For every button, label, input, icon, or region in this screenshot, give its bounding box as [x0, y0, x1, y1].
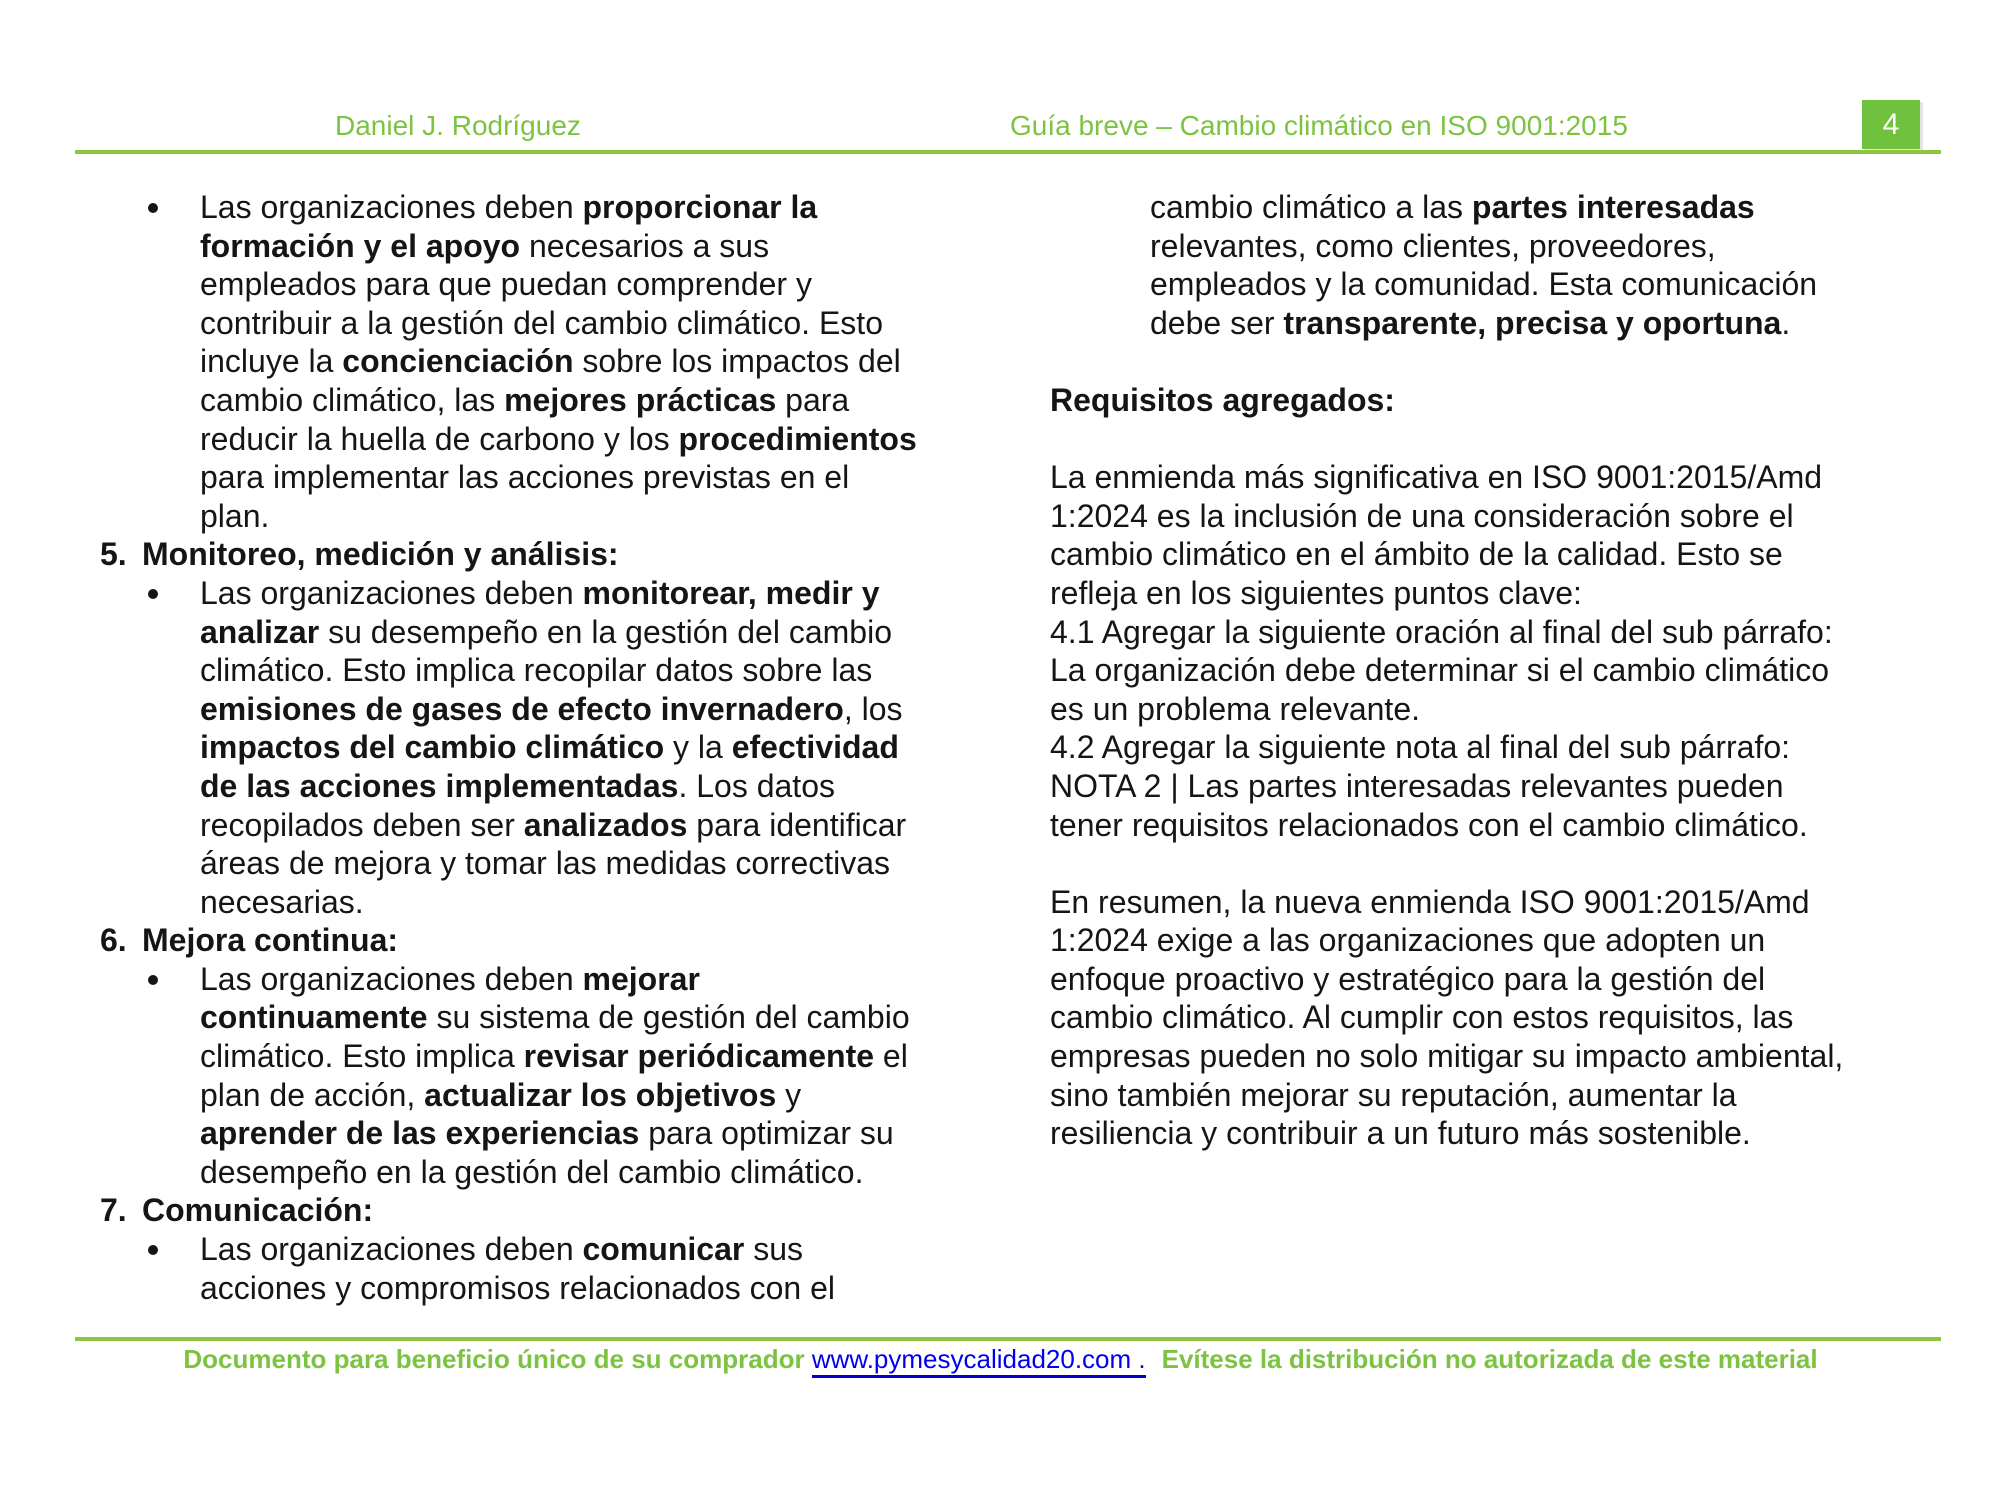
text-run: empleados y la comunidad. Esta comunicación: [1150, 266, 1818, 303]
text-line: [1050, 921, 1980, 960]
text-run: enfoque proactivo y estratégico para la gestión del: [1050, 960, 1766, 997]
text-run: formación y el apoyo: [200, 227, 521, 264]
text-run: impactos del cambio climático: [200, 729, 665, 766]
text-line: [200, 304, 1000, 343]
text-run: relevantes, como clientes, proveedores,: [1150, 227, 1716, 264]
text-run: climático. Esto implica recopilar datos sobre las: [200, 652, 873, 689]
left-column: [100, 188, 1000, 1307]
text-run: el: [874, 1038, 908, 1075]
text-run: analizados: [523, 806, 688, 843]
text-line: [1050, 960, 1980, 999]
text-run: 1:2024 es la inclusión de una consideración sobre el: [1050, 497, 1794, 534]
paragraph: [1050, 883, 1980, 1153]
bullet-item: [100, 188, 1000, 535]
right-column: [1050, 188, 1980, 1153]
text-run: contribuir a la gestión del cambio climático. Esto: [200, 304, 883, 341]
section-heading: [1050, 381, 1980, 420]
text-run: cambio climático en el ámbito de la calidad. Esto se: [1050, 536, 1783, 573]
blank-line: [1050, 420, 1980, 459]
text-line: [200, 613, 1000, 652]
text-run: proporcionar la: [582, 189, 818, 225]
footer-warning: Evítese la distribución no autorizada de este material: [1161, 1344, 1818, 1374]
text-line: [200, 728, 1000, 767]
blank-line: [1050, 342, 1980, 381]
text-line: [200, 1269, 1000, 1308]
bullet-item: [100, 574, 1000, 921]
text-line: [1050, 651, 1980, 690]
heading-number: 7.: [100, 1192, 127, 1229]
text-line: [1050, 767, 1980, 806]
text-run: plan de acción,: [200, 1076, 425, 1113]
text-run: emisiones de gases de efecto invernadero: [200, 690, 844, 727]
heading-text: Mejora continua:: [142, 922, 399, 959]
text-run: mejorar: [582, 960, 700, 997]
text-line: [1050, 806, 1980, 845]
text-run: Las organizaciones deben: [200, 574, 583, 611]
text-run: efectividad: [731, 729, 899, 766]
text-line: [200, 883, 1000, 922]
text-run: procedimientos: [678, 420, 917, 457]
text-run: su desempeño en la gestión del cambio: [319, 613, 892, 650]
text-run: 4.2 Agregar la siguiente nota al final del sub párrafo:: [1050, 729, 1791, 766]
text-run: comunicar: [582, 1231, 745, 1268]
paragraph: [1050, 188, 1980, 342]
text-run: , los: [843, 690, 903, 727]
text-line: [200, 420, 1000, 459]
text-line: [200, 227, 1000, 266]
text-run: La organización debe determinar si el cambio climático: [1050, 652, 1830, 689]
heading-number: 5.: [100, 536, 127, 573]
text-line: [200, 342, 1000, 381]
text-run: áreas de mejora y tomar las medidas correctivas: [200, 845, 891, 882]
bullet-item: [100, 1230, 1000, 1307]
text-line: [200, 767, 1000, 806]
section-heading: [100, 535, 1000, 574]
text-line: [1150, 227, 1980, 266]
text-line: [1050, 1076, 1980, 1115]
text-line: [1050, 535, 1980, 574]
text-run: sino también mejorar su reputación, aumentar la: [1050, 1076, 1737, 1113]
text-line: [200, 1153, 1000, 1192]
text-line: [200, 1076, 1000, 1115]
text-line: [1050, 613, 1980, 652]
text-line: [1050, 998, 1980, 1037]
header-rule: [75, 150, 1941, 154]
text-run: 1:2024 exige a las organizaciones que adopten un: [1050, 922, 1766, 959]
text-line: [200, 497, 1000, 536]
text-run: recopilados deben ser: [200, 806, 524, 843]
section-heading: [100, 921, 1000, 960]
text-run: reducir la huella de carbono y los: [200, 420, 679, 457]
text-run: Las organizaciones deben: [200, 189, 583, 225]
bullet-icon: [148, 1245, 158, 1255]
text-run: cambio climático. Al cumplir con estos requisitos, las: [1050, 999, 1794, 1036]
footer-rule: [75, 1337, 1941, 1341]
text-line: [1050, 690, 1980, 729]
bullet-icon: [148, 975, 158, 985]
section-heading: [100, 1191, 1000, 1230]
text-line: [200, 690, 1000, 729]
text-run: sobre los impactos del: [573, 343, 901, 380]
blank-line: [1050, 844, 1980, 883]
text-run: Las organizaciones deben: [200, 960, 583, 997]
footer-notice: Documento para beneficio único de su comprador: [183, 1344, 812, 1374]
text-line: [200, 998, 1000, 1037]
text-line: [200, 1114, 1000, 1153]
text-run: para implementar las acciones previstas en el: [200, 459, 850, 496]
text-run: revisar periódicamente: [523, 1038, 875, 1075]
text-run: .: [1781, 304, 1791, 341]
text-line: [1150, 188, 1980, 227]
text-line: [1050, 497, 1980, 536]
header-title: Guía breve – Cambio climático en ISO 9001:2015: [1010, 110, 1628, 141]
text-run: acciones y compromisos relacionados con el: [200, 1269, 835, 1306]
text-run: debe ser: [1150, 304, 1284, 341]
text-line: [200, 574, 1000, 613]
page-number-badge: 4: [1862, 100, 1920, 149]
text-run: cambio climático, las: [200, 381, 505, 418]
text-run: y: [776, 1076, 802, 1113]
heading-text: Comunicación:: [142, 1192, 374, 1229]
text-run: transparente, precisa y oportuna: [1283, 304, 1782, 341]
text-line: [1150, 265, 1980, 304]
text-line: [200, 188, 1000, 227]
bullet-icon: [148, 589, 158, 599]
text-run: empleados para que puedan comprender y: [200, 266, 812, 303]
text-run: incluye la: [200, 343, 343, 380]
text-run: su sistema de gestión del cambio: [427, 999, 910, 1036]
text-run: cambio climático a las: [1150, 189, 1472, 225]
text-run: resiliencia y contribuir a un futuro más sostenible.: [1050, 1115, 1751, 1152]
text-run: analizar: [200, 613, 320, 650]
text-run: . Los datos: [678, 767, 835, 804]
text-run: plan.: [200, 497, 270, 534]
text-line: [1050, 883, 1980, 922]
text-line: [200, 458, 1000, 497]
heading-text: Monitoreo, medición y análisis:: [142, 536, 619, 573]
text-line: [200, 1037, 1000, 1076]
text-run: para: [776, 381, 850, 418]
text-line: [200, 844, 1000, 883]
header-author: Daniel J. Rodríguez: [335, 110, 581, 141]
text-run: refleja en los siguientes puntos clave:: [1050, 574, 1582, 611]
text-run: tener requisitos relacionados con el cambio climático.: [1050, 806, 1808, 843]
text-line: [200, 265, 1000, 304]
text-run: empresas pueden no solo mitigar su impacto ambiental,: [1050, 1038, 1844, 1075]
text-line: [200, 960, 1000, 999]
text-line: [1050, 458, 1980, 497]
text-run: La enmienda más significativa en ISO 9001:2015/Amd: [1050, 459, 1823, 496]
text-run: 4.1 Agregar la siguiente oración al final del sub párrafo:: [1050, 613, 1833, 650]
text-line: [1150, 304, 1980, 343]
text-run: partes interesadas: [1471, 189, 1755, 225]
text-run: de las acciones implementadas: [200, 767, 679, 804]
heading-number: 6.: [100, 922, 127, 959]
text-run: En resumen, la nueva enmienda ISO 9001:2015/Amd: [1050, 883, 1810, 920]
text-line: [1050, 574, 1980, 613]
text-run: NOTA 2 | Las partes interesadas relevantes pueden: [1050, 767, 1784, 804]
heading-text: Requisitos agregados:: [1050, 381, 1395, 418]
text-run: y la: [664, 729, 732, 766]
bullet-icon: [148, 203, 158, 213]
text-run: para optimizar su: [639, 1115, 894, 1152]
text-run: aprender de las experiencias: [200, 1115, 640, 1152]
text-line: [200, 651, 1000, 690]
text-line: [200, 381, 1000, 420]
text-run: necesarios a sus: [520, 227, 770, 264]
text-line: [1050, 1037, 1980, 1076]
text-run: sus: [744, 1231, 804, 1268]
text-run: concienciación: [342, 343, 574, 380]
paragraph: [1050, 458, 1980, 844]
text-run: necesarias.: [200, 883, 364, 920]
text-run: climático. Esto implica: [200, 1038, 524, 1075]
text-run: mejores prácticas: [504, 381, 777, 418]
text-line: [200, 806, 1000, 845]
footer: [0, 1344, 2001, 1375]
text-run: es un problema relevante.: [1050, 690, 1420, 727]
text-line: [1050, 728, 1980, 767]
footer-link[interactable]: www.pymesycalidad20.com .: [812, 1344, 1146, 1378]
text-run: continuamente: [200, 999, 428, 1036]
bullet-item: [100, 960, 1000, 1192]
text-run: monitorear, medir y: [582, 574, 880, 611]
text-line: [1050, 1114, 1980, 1153]
text-run: actualizar los objetivos: [424, 1076, 777, 1113]
text-run: desempeño en la gestión del cambio climático.: [200, 1153, 864, 1190]
text-line: [200, 1230, 1000, 1269]
text-run: para identificar: [687, 806, 907, 843]
text-run: Las organizaciones deben: [200, 1231, 583, 1268]
